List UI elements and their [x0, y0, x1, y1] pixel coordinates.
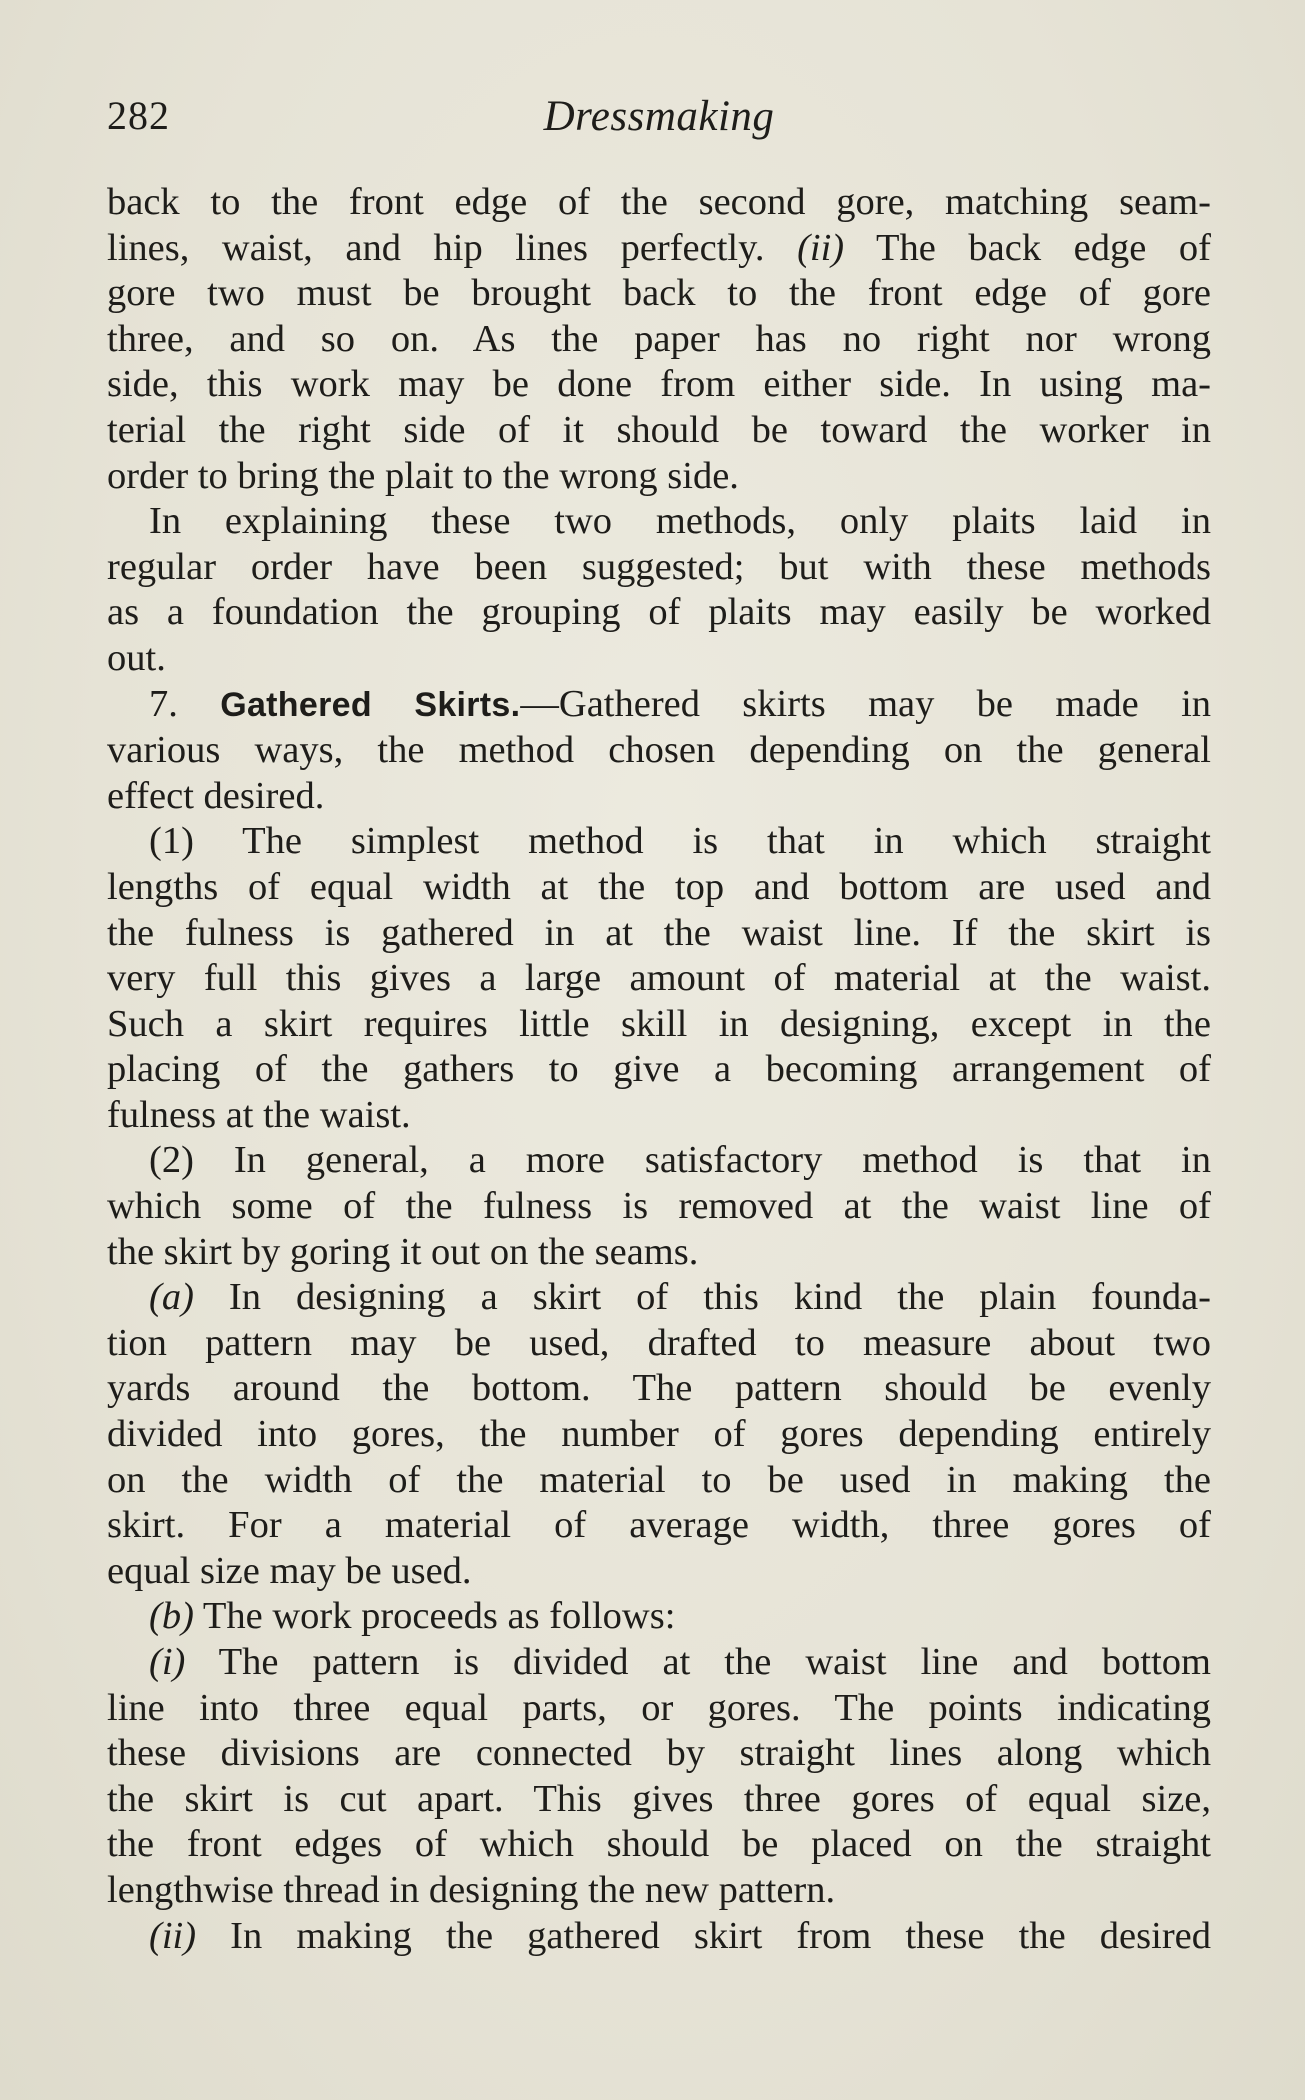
text-line: the fulness is gathered in at the waist line. If the skirt is: [107, 911, 1211, 954]
text-span: The work proceeds as follows:: [193, 1595, 676, 1638]
text-span: —Gathered skirts may be made in: [520, 682, 1212, 725]
page-number: 282: [107, 93, 170, 138]
text-line: as a foundation the grouping of plaits may easily be worked: [107, 591, 1211, 634]
text-line: various ways, the method chosen depending on the general: [107, 729, 1211, 772]
text-line: [107, 1914, 1211, 1960]
text-line: lengths of equal width at the top and bottom are used and: [107, 865, 1211, 908]
text-line: (2) In general, a more satisfactory method is that in: [149, 1139, 1211, 1182]
text-line: fulness at the waist.: [107, 1093, 411, 1136]
text-line: [107, 1640, 1211, 1686]
text-line: the skirt is cut apart. This gives three gores of equal size,: [107, 1777, 1211, 1820]
enumeration-italic: (ii): [797, 226, 845, 269]
text-line: lengthwise thread in designing the new pattern.: [107, 1868, 836, 1911]
text-line: [107, 1594, 1211, 1640]
text-line: In explaining these two methods, only plaits laid in: [149, 500, 1211, 543]
text-line: yards around the bottom. The pattern should be evenly: [107, 1367, 1211, 1410]
text-line: very full this gives a large amount of material at the waist.: [107, 957, 1211, 1000]
text-line: skirt. For a material of average width, three gores of: [107, 1504, 1211, 1547]
text-line: the front edges of which should be placed on the straight: [107, 1823, 1211, 1866]
text-line: the skirt by goring it out on the seams.: [107, 1230, 699, 1273]
text-span: In making the gathered skirt from these the desired: [196, 1914, 1211, 1957]
text-line: (1) The simplest method is that in which straight: [149, 820, 1211, 863]
text-line: divided into gores, the number of gores depending entirely: [107, 1413, 1211, 1456]
text-line: tion pattern may be used, drafted to measure about two: [107, 1321, 1211, 1364]
text-span: In designing a skirt of this kind the plain founda-: [193, 1276, 1211, 1319]
enumeration-italic: (b): [149, 1595, 194, 1638]
text-line: on the width of the material to be used in making the: [107, 1458, 1211, 1501]
enumeration-italic: (i): [149, 1641, 186, 1683]
section-number: 7.: [149, 682, 221, 725]
text-line: order to bring the plait to the wrong side.: [107, 454, 739, 497]
text-line: [107, 226, 1211, 272]
text-line: gore two must be brought back to the front edge of gore: [107, 272, 1211, 315]
text-line: equal size may be used.: [107, 1549, 472, 1592]
text-line: placing of the gathers to give a becoming arrangement of: [107, 1048, 1211, 1091]
text-span: The pattern is divided at the waist line and bottom: [185, 1641, 1211, 1683]
running-head: Dressmaking: [543, 93, 775, 140]
text-line: regular order have been suggested; but with these methods: [107, 545, 1211, 588]
text-line: side, this work may be done from either side. In using ma-: [107, 363, 1211, 406]
text-span: lines, waist, and hip lines perfectly.: [107, 226, 798, 269]
text-line: effect desired.: [107, 774, 325, 817]
enumeration-italic: (ii): [149, 1914, 197, 1957]
text-line: which some of the fulness is removed at the waist line of: [107, 1185, 1211, 1228]
text-line: three, and so on. As the paper has no right nor wrong: [107, 317, 1211, 360]
section-title: Gathered Skirts.: [220, 685, 521, 724]
text-span: The back edge of: [844, 226, 1211, 269]
body-text: [107, 180, 1211, 1959]
text-line: terial the right side of it should be toward the worker in: [107, 408, 1211, 451]
enumeration-italic: (a): [149, 1276, 194, 1319]
text-line: line into three equal parts, or gores. The points indicating: [107, 1686, 1211, 1729]
text-line: back to the front edge of the second gore, matching seam-: [107, 181, 1211, 223]
page-header: [107, 92, 1211, 148]
text-line: [107, 1275, 1211, 1321]
text-line: out.: [107, 636, 166, 679]
section-heading-line: [107, 682, 1211, 729]
text-line: Such a skirt requires little skill in designing, except in the: [107, 1002, 1211, 1045]
text-line: these divisions are connected by straight lines along which: [107, 1732, 1211, 1775]
